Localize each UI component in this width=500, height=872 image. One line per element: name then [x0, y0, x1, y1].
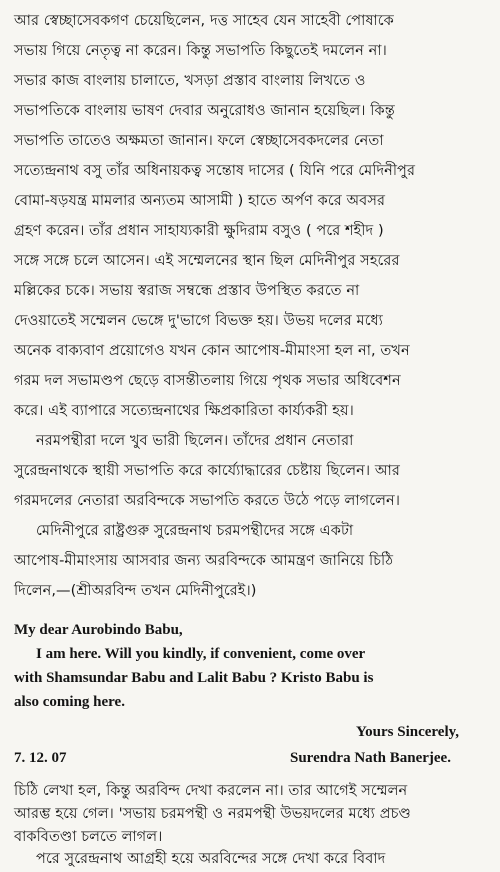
letter-date: 7. 12. 07	[14, 750, 67, 766]
text-line: দেওয়াতেই সম্মেলন ভেঙ্গে দু'ভাগে বিভক্ত হয়। উভয় দলের মধ্যে	[14, 313, 383, 329]
letter-line: I am here. Will you kindly, if convenient, come over	[36, 646, 366, 662]
letter-line: also coming here.	[14, 694, 125, 710]
letter-salutation: My dear Aurobindo Babu,	[14, 622, 183, 638]
text-line: সত্যেন্দ্রনাথ বসু তাঁর অধিনায়কত্ব সন্তোষ দাসের ( যিনি পরে মেদিনীপুর	[14, 163, 416, 179]
text-line: বাকবিতণ্ডা চলতে লাগল।	[14, 829, 163, 845]
text-line: সঙ্গে সঙ্গে চলে আসেন। এই সম্মেলনের স্থান ছিল মেদিনীপুর সহরের	[14, 253, 400, 269]
text-line: আরম্ভ হয়ে গেল। 'সভায় চরমপন্থী ও নরমপন্থী উভয়দলের মধ্যে প্রচণ্ড	[14, 806, 411, 822]
text-line: আপোষ-মীমাংসায় আসবার জন্য অরবিন্দকে আমন্ত্রণ জানিয়ে চিঠি	[14, 553, 394, 569]
text-line: করে। এই ব্যাপারে সত্যেন্দ্রনাথের ক্ষিপ্রকারিতা কার্য্যকরী হয়।	[14, 403, 354, 419]
text-line: অনেক বাক্যবাণ প্রয়োগেও যখন কোন আপোষ-মীমাংসা হল না, তখন	[14, 343, 410, 359]
text-line: আর স্বেচ্ছাসেবকগণ চেয়েছিলেন, দত্ত সাহেব যেন সাহেবী পোষাকে	[14, 13, 394, 29]
text-line: গরমদলের নেতারা অরবিন্দকে সভাপতি করতে উঠে পড়ে লাগলেন।	[14, 493, 401, 509]
text-line: চিঠি লেখা হল, কিন্তু অরবিন্দ দেখা করলেন না। তার আগেই সম্মেলন	[14, 783, 408, 799]
text-line: গরম দল সভামণ্ডপ ছেড়ে বাসন্তীতলায় গিয়ে পৃথক সভার অধিবেশন	[14, 373, 401, 389]
text-line: সভাপতি তাতেও অক্ষমতা জানান। ফলে স্বেচ্ছাসেবকদলের নেতা	[14, 133, 384, 149]
text-line: সভাপতিকে বাংলায় ভাষণ দেবার অনুরোধও জানান হয়েছিল। কিন্তু	[14, 103, 395, 119]
text-line: মল্লিকের চকে। সভায় স্বরাজ সম্বন্ধে প্রস্তাব উপস্থিত করতে না	[14, 283, 360, 299]
text-line: নরমপন্থীরা দলে খুব ভারী ছিলেন। তাঁদের প্রধান নেতারা	[36, 433, 354, 449]
text-line: সুরেন্দ্রনাথকে স্থায়ী সভাপতি করে কার্য্যোদ্ধারের চেষ্টায় ছিলেন। আর	[14, 463, 400, 479]
text-line: গ্রহণ করেন। তাঁর প্রধান সাহায্যকারী ক্ষুদিরাম বসুও ( পরে শহীদ )	[14, 223, 384, 239]
text-line: সভায় গিয়ে নেতৃত্ব না করেন। কিন্তু সভাপতি কিছুতেই দমলেন না।	[14, 43, 387, 59]
letter-closing: Yours Sincerely,	[356, 724, 460, 740]
text-line: দিলেন,—(শ্রীঅরবিন্দ তখন মেদিনীপুরেই।)	[14, 583, 257, 599]
text-line: মেদিনীপুরে রাষ্ট্রগুরু সুরেন্দ্রনাথ চরমপন্থীদের সঙ্গে একটা	[36, 523, 354, 539]
letter-signature: Surendra Nath Banerjee.	[290, 750, 451, 766]
text-line: বোমা-ষড়যন্ত্র মামলার অন্যতম আসামী ) হাতে অর্পণ করে অবসর	[14, 193, 386, 209]
text-line: পরে সুরেন্দ্রনাথ আগ্রহী হয়ে অরবিন্দের সঙ্গে দেখা করে বিবাদ	[36, 851, 386, 867]
letter-line: with Shamsundar Babu and Lalit Babu ? Kristo Babu is	[14, 670, 374, 686]
text-line: সভার কাজ বাংলায় চালাতে, খসড়া প্রস্তাব বাংলায় লিখতে ও	[14, 73, 366, 89]
